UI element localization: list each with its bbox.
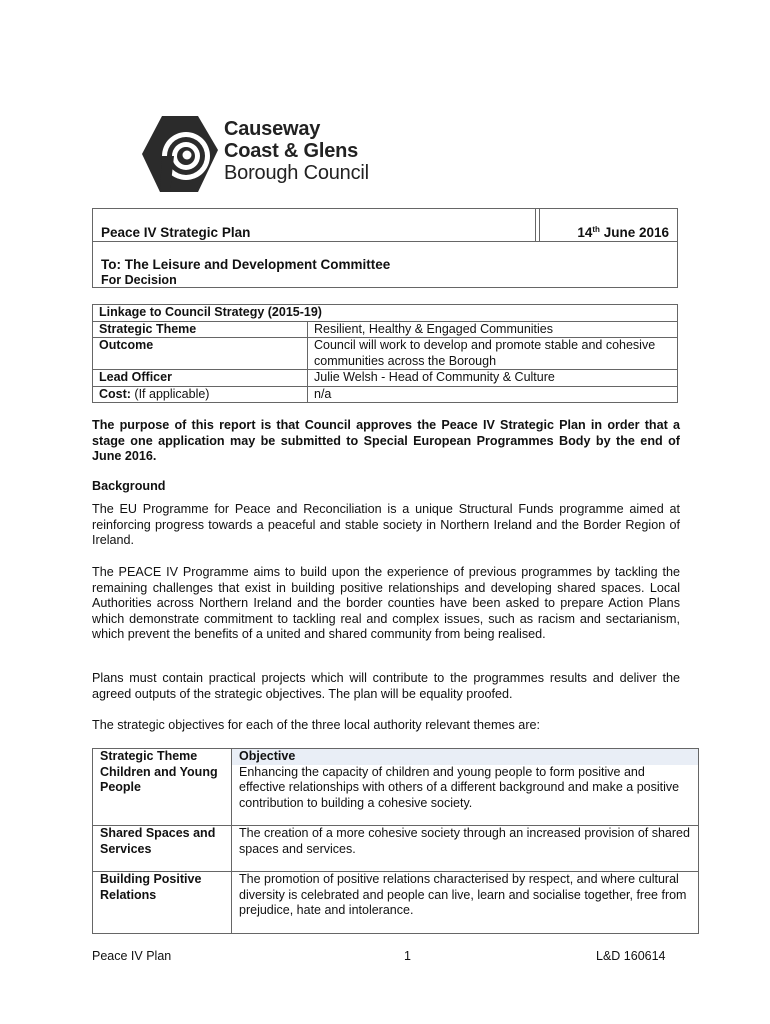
- header-divider: [535, 209, 540, 241]
- purpose-statement: The purpose of this report is that Council approves the Peace IV Strategic Plan in order that a stage one application may be submitted to Special European Programmes Body by the end of June 2016.: [92, 418, 680, 463]
- logo-line-3: Borough Council: [224, 162, 369, 184]
- linkage-value: n/a: [308, 386, 678, 403]
- table-row: [93, 386, 678, 403]
- linkage-heading: Linkage to Council Strategy (2015-19): [93, 305, 678, 322]
- linkage-value: Resilient, Healthy & Engaged Communities: [308, 321, 678, 338]
- table-row: [93, 765, 699, 826]
- column-header-objective: Objective: [232, 749, 699, 765]
- table-row: [93, 370, 678, 387]
- objective-cell: The promotion of positive relations characterised by respect, and where cultural diversity is celebrated and people can live, learn and socialise together, free from prejudice, hate and intolerance.: [232, 872, 699, 934]
- linkage-label: Strategic Theme: [93, 321, 308, 338]
- paragraph: The PEACE IV Programme aims to build upon the experience of previous programmes by tackling the remaining challenges that exist in building positive relationships and developing shared spaces. Local Authorities across Northern Ireland and the border counties have been asked to prepare Action Plans which demonstrate commitment to tackling real and complex issues, such as racism and sectarianism, which prevent the benefits of a united and shared community from being realised.: [92, 565, 680, 641]
- report-purpose-type: For Decision: [101, 273, 177, 287]
- linkage-label: Lead Officer: [93, 370, 308, 387]
- table-row: [93, 826, 699, 872]
- report-recipient: To: The Leisure and Development Committee: [101, 257, 391, 272]
- report-date: [577, 225, 669, 240]
- strategic-objectives-table: [92, 748, 699, 934]
- paragraph: The strategic objectives for each of the three local authority relevant themes are:: [92, 718, 541, 732]
- date-month-year: June 2016: [599, 225, 669, 240]
- report-title: Peace IV Strategic Plan: [101, 225, 251, 240]
- background-heading: Background: [92, 479, 166, 493]
- theme-cell: Shared Spaces and Services: [93, 826, 232, 872]
- paragraph: The EU Programme for Peace and Reconciliation is a unique Structural Funds programme aimed at reinforcing progress towards a peaceful and stable society in Northern Ireland and the Border Region of Ireland.: [92, 502, 680, 547]
- theme-cell: Building Positive Relations: [93, 872, 232, 934]
- table-row: [93, 338, 678, 370]
- theme-cell: Children and Young People: [93, 765, 232, 826]
- table-row: [93, 305, 678, 322]
- linkage-value: Julie Welsh - Head of Community & Culture: [308, 370, 678, 387]
- linkage-label: Outcome: [93, 338, 308, 370]
- objective-cell: The creation of a more cohesive society through an increased provision of shared spaces and services.: [232, 826, 699, 872]
- logo-line-1: Causeway: [224, 118, 321, 140]
- linkage-label: [93, 386, 308, 403]
- table-header-row: [93, 749, 699, 765]
- table-row: [93, 872, 699, 934]
- date-day: 14: [577, 225, 593, 240]
- date-suffix: th: [592, 225, 600, 234]
- cost-label-note: (If applicable): [130, 386, 210, 401]
- linkage-value: Council will work to develop and promote stable and cohesive communities across the Borough: [308, 338, 678, 370]
- paragraph: Plans must contain practical projects which will contribute to the programmes results and deliver the agreed outputs of the strategic objectives. The plan will be equality proofed.: [92, 671, 680, 701]
- header-rule: [93, 241, 677, 242]
- spiral-emblem-icon: [140, 114, 220, 194]
- table-row: [93, 321, 678, 338]
- report-header-box: [92, 208, 678, 288]
- cost-label: Cost:: [99, 386, 131, 401]
- footer-page-number: 1: [404, 949, 411, 963]
- logo-wordmark: [224, 118, 369, 184]
- logo-line-2: Coast & Glens: [224, 140, 359, 162]
- council-logo: [140, 114, 390, 194]
- footer-reference: L&D 160614: [596, 949, 666, 963]
- objective-cell: Enhancing the capacity of children and young people to form positive and effective relationships with others of a different background and make a positive contribution to building a cohesive society.: [232, 765, 699, 826]
- footer-document-name: Peace IV Plan: [92, 949, 172, 963]
- council-strategy-linkage-table: [92, 304, 678, 403]
- column-header-theme: Strategic Theme: [93, 749, 232, 765]
